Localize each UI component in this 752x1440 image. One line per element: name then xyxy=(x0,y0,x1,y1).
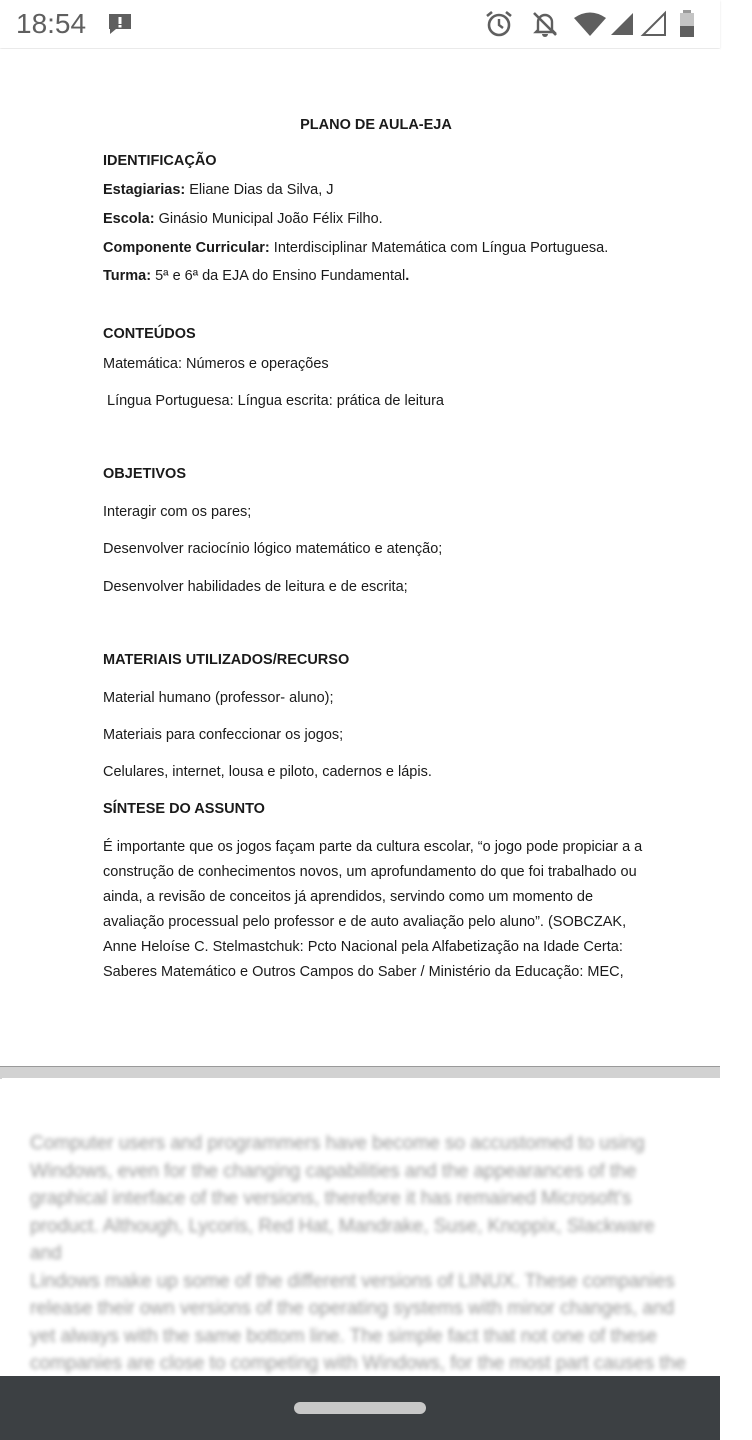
heading-identificacao: IDENTIFICAÇÃO xyxy=(103,153,217,169)
wifi-icon xyxy=(573,11,607,37)
document-title: PLANO DE AULA-EJA xyxy=(300,117,452,133)
componente-value: Interdisciplinar Matemática com Língua Portuguesa. xyxy=(269,240,609,256)
sintese-line: avaliação processual pelo professor e de auto avaliação pelo aluno”. (SOBCZAK, xyxy=(103,914,627,930)
turma-value: 5ª e 6ª da EJA do Ensino Fundamental xyxy=(151,268,406,284)
estagiarias-value: Eliane Dias da Silva, J xyxy=(185,182,334,198)
estagiarias-label: Estagiarias: xyxy=(103,182,186,198)
material-item: Celulares, internet, lousa e piloto, cadernos e lápis. xyxy=(103,764,432,780)
next-page-preview[interactable] xyxy=(2,1078,720,1376)
componente-label: Componente Curricular: xyxy=(103,240,270,256)
preview-line: Computer users and programmers have become so accustomed to using xyxy=(30,1133,645,1154)
signal-empty-icon xyxy=(641,11,667,37)
heading-sintese: SÍNTESE DO ASSUNTO xyxy=(103,801,265,817)
preview-line: Lindows make up some of the different versions of LINUX. These companies xyxy=(30,1270,675,1292)
navigation-bar xyxy=(0,1376,720,1440)
preview-line: graphical interface of the versions, therefore it has remained Microsoft's xyxy=(30,1188,632,1209)
turma-end: . xyxy=(405,268,410,284)
heading-materiais: MATERIAIS UTILIZADOS/RECURSO xyxy=(103,652,350,668)
escola-line xyxy=(103,211,383,227)
preview-line: yet always with the same bottom line. The simple fact that not one of these xyxy=(30,1325,657,1347)
turma-label: Turma: xyxy=(103,268,152,284)
material-item: Material humano (professor- aluno); xyxy=(103,690,334,706)
turma-line xyxy=(103,268,409,284)
status-bar xyxy=(0,0,720,48)
heading-objetivos: OBJETIVOS xyxy=(103,466,186,482)
document-page[interactable] xyxy=(0,49,720,1066)
conteudo-item: Matemática: Números e operações xyxy=(103,356,329,372)
preview-line: companies are close to competing with Windows, for the most part causes the xyxy=(30,1353,686,1374)
heading-conteudos: CONTEÚDOS xyxy=(103,326,196,342)
alarm-icon xyxy=(484,9,514,39)
estagiarias-line xyxy=(103,182,334,198)
notification-alert-icon xyxy=(107,12,133,36)
blurred-text xyxy=(30,1130,690,1405)
sintese-line: ainda, a revisão de conceitos já aprendidos, servindo como um momento de xyxy=(103,889,594,905)
escola-value: Ginásio Municipal João Félix Filho. xyxy=(154,211,383,227)
notifications-off-icon xyxy=(530,9,560,39)
preview-line: release their own versions of the operating systems with minor changes, and xyxy=(30,1298,675,1319)
sintese-line: construção de conhecimentos novos, um aprofundamento do que foi trabalhado ou xyxy=(103,864,637,880)
sintese-line: É importante que os jogos façam parte da cultura escolar, “o jogo pode propiciar a a xyxy=(103,839,643,855)
escola-label: Escola: xyxy=(103,211,155,227)
sintese-line: Saberes Matemático e Outros Campos do Saber / Ministério da Educação: MEC, xyxy=(103,964,624,980)
clock: 18:54 xyxy=(16,8,87,39)
conteudo-item: Língua Portuguesa: Língua escrita: prática de leitura xyxy=(103,393,444,409)
preview-line: Windows, even for the changing capabilities and the appearances of the xyxy=(30,1160,637,1182)
preview-line: product. Although, Lycoris, Red Hat, Mandrake, Suse, Knoppix, Slackware and xyxy=(30,1215,655,1264)
objetivo-item: Interagir com os pares; xyxy=(103,504,252,520)
sintese-line: Anne Heloíse C. Stelmastchuk: Pcto Nacional pela Alfabetização na Idade Certa: xyxy=(103,939,623,955)
componente-line xyxy=(103,240,608,256)
material-item: Materiais para confeccionar os jogos; xyxy=(103,727,344,743)
home-gesture-handle[interactable] xyxy=(294,1402,426,1414)
objetivo-item: Desenvolver habilidades de leitura e de escrita; xyxy=(103,579,408,595)
objetivo-item: Desenvolver raciocínio lógico matemático e atenção; xyxy=(103,541,443,557)
signal-icon xyxy=(609,11,635,37)
battery-icon xyxy=(678,9,696,39)
